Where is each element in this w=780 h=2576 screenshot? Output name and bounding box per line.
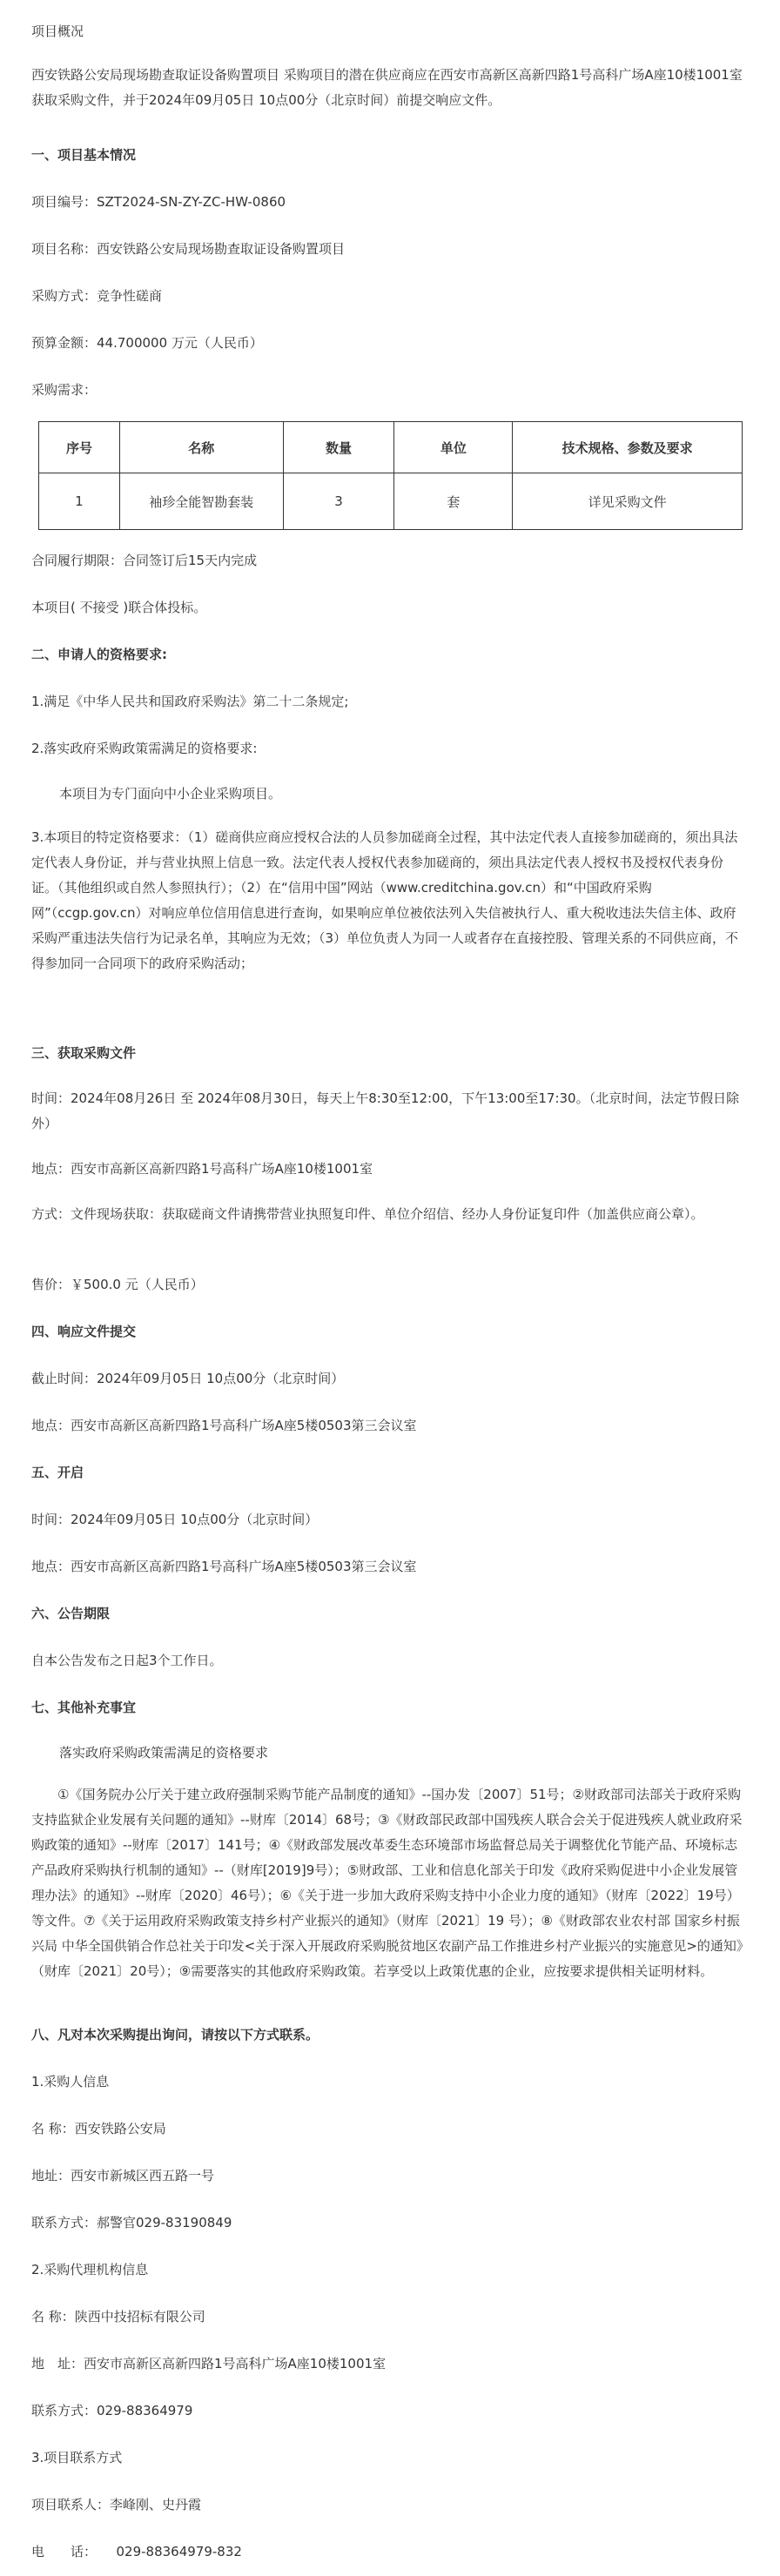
procurement-method: 采购方式：竞争性磋商	[31, 288, 163, 304]
opening-time: 时间：2024年09月05日 10点00分（北京时间）	[31, 1512, 319, 1527]
agency-contact: 联系方式：029-88364979	[31, 2403, 193, 2418]
table-row	[39, 473, 743, 530]
demand-table	[38, 421, 743, 530]
qualification-item-2: 2.落实政府采购政策需满足的资格要求:	[31, 741, 258, 756]
cell-unit: 套	[394, 473, 513, 530]
consortium-note: 本项目( 不接受 )联合体投标。	[31, 600, 207, 615]
section-8-title: 八、凡对本次采购提出询问，请按以下方式联系。	[31, 2027, 319, 2043]
cell-spec: 详见采购文件	[513, 473, 743, 530]
section-4-title: 四、响应文件提交	[31, 1324, 137, 1339]
policy-requirements-heading: 落实政府采购政策需满足的资格要求	[59, 1745, 269, 1761]
col-header-quantity: 数量	[283, 422, 394, 473]
cell-index: 1	[39, 473, 120, 530]
section-5-title: 五、开启	[31, 1465, 84, 1480]
announcement-period: 自本公告发布之日起3个工作日。	[31, 1653, 223, 1668]
procurement-demand-label: 采购需求：	[31, 382, 98, 398]
purchaser-address: 地址：西安市新城区西五路一号	[31, 2168, 215, 2184]
col-header-unit: 单位	[394, 422, 513, 473]
obtain-method: 方式：文件现场获取：获取磋商文件请携带营业执照复印件、单位介绍信、经办人身份证复印件（加盖供应商公章）。	[31, 1206, 704, 1222]
agency-address: 地 址：西安市高新区高新四路1号高科广场A座10楼1001室	[31, 2356, 387, 2371]
purchaser-info-title: 1.采购人信息	[31, 2074, 110, 2090]
table-header-row	[39, 422, 743, 473]
project-contact-phone: 电 话： 029-88364979-832	[31, 2544, 242, 2559]
overview-text: 西安铁路公安局现场勘查取证设备购置项目 采购项目的潜在供应商应在西安市高新区高新四路1号高科广场A座10楼1001室获取采购文件，并于2024年09月05日 10点00分（北京时间）前提交响应文件。	[31, 67, 743, 108]
cell-quantity: 3	[283, 473, 394, 530]
project-contact-title: 3.项目联系方式	[31, 2450, 123, 2465]
qualification-item-3: 3.本项目的特定资格要求：（1）磋商供应商应授权合法的人员参加磋商全过程，其中法定代表人直接参加磋商的，须出具法定代表人身份证，并与营业执照上信息一致。法定代表人授权代表参加磋商的，须出具法定代表人授权书及授权代表身份证。（其他组织或自然人参照执行）；（2）在“信用中国”网站（www.creditchina.gov.cn）和“中国政府采购网”（ccgp.gov.cn）对响应单位信用信息进行查询，如果响应单位被依法列入失信被执行人、重大税收违法失信主体、政府采购严重违法失信行为记录名单，其响应为无效；（3）单位负责人为同一人或者存在直接控股、管理关系的不同供应商，不得参加同一合同项下的政府采购活动；	[31, 829, 739, 971]
purchaser-contact: 联系方式：郝警官029-83190849	[31, 2215, 232, 2231]
project-number: 项目编号：SZT2024-SN-ZY-ZC-HW-0860	[31, 194, 286, 210]
section-3-title: 三、获取采购文件	[31, 1045, 137, 1061]
section-1-title: 一、项目基本情况	[31, 147, 137, 163]
agency-name: 名 称：陕西中技招标有限公司	[31, 2309, 205, 2324]
policy-requirements-text: ①《国务院办公厅关于建立政府强制采购节能产品制度的通知》--国办发〔2007〕51号；②财政部司法部关于政府采购支持监狱企业发展有关问题的通知》--财库〔2014〕68号；③《财政部民政部中国残疾人联合会关于促进残疾人就业政府采购政策的通知》--财库〔2017〕141号；④《财政部发展改革委生态环境部市场监督总局关于调整优化节能产品、环境标志产品政府采购执行机制的通知》--（财库[2019]9号）；⑤财政部、工业和信息化部关于印发《政府采购促进中小企业发展管理办法》的通知》--财库〔2020〕46号）；⑥《关于进一步加大政府采购支持中小企业力度的通知》（财库〔2022〕19号）等文件。⑦《关于运用政府采购政策支持乡村产业振兴的通知》（财库〔2021〕19 号）；⑧《财政部农业农村部 国家乡村振兴局 中华全国供销合作总社关于印发<关于深入开展政府采购脱贫地区农副产品工作推进乡村产业振兴的实施意见>的通知》（财库〔2021〕20号）；⑨需要落实的其他政府采购政策。若享受以上政策优惠的企业，应按要求提供相关证明材料。	[31, 1787, 743, 1979]
section-6-title: 六、公告期限	[31, 1606, 111, 1621]
qualification-item-2-sub: 本项目为专门面向中小企业采购项目。	[59, 786, 282, 802]
obtain-place: 地点：西安市高新区高新四路1号高科广场A座10楼1001室	[31, 1161, 373, 1177]
project-name: 项目名称：西安铁路公安局现场勘查取证设备购置项目	[31, 241, 346, 257]
cell-name: 袖珍全能智勘套装	[119, 473, 283, 530]
col-header-name: 名称	[119, 422, 283, 473]
agency-info-title: 2.采购代理机构信息	[31, 2262, 149, 2277]
opening-place: 地点：西安市高新区高新四路1号高科广场A座5楼0503第三会议室	[31, 1559, 417, 1574]
qualification-item-1: 1.满足《中华人民共和国政府采购法》第二十二条规定;	[31, 694, 349, 709]
submission-place: 地点：西安市高新区高新四路1号高科广场A座5楼0503第三会议室	[31, 1418, 417, 1433]
contract-period: 合同履行期限：合同签订后15天内完成	[31, 553, 258, 568]
project-contact-person: 项目联系人：李峰刚、史丹霞	[31, 2497, 202, 2512]
section-2-title: 二、申请人的资格要求:	[31, 647, 167, 662]
col-header-spec: 技术规格、参数及要求	[513, 422, 743, 473]
budget-amount: 预算金额：44.700000 万元（人民币）	[31, 335, 263, 351]
submission-deadline: 截止时间：2024年09月05日 10点00分（北京时间）	[31, 1371, 345, 1386]
document-price: 售价：￥500.0 元（人民币）	[31, 1277, 204, 1292]
purchaser-name: 名 称：西安铁路公安局	[31, 2121, 166, 2137]
overview-heading: 项目概况	[31, 23, 84, 39]
obtain-time: 时间：2024年08月26日 至 2024年08月30日，每天上午8:30至12:00，下午13:00至17:30。（北京时间，法定节假日除外）	[31, 1090, 740, 1131]
col-header-index: 序号	[39, 422, 120, 473]
section-7-title: 七、其他补充事宜	[31, 1700, 137, 1715]
